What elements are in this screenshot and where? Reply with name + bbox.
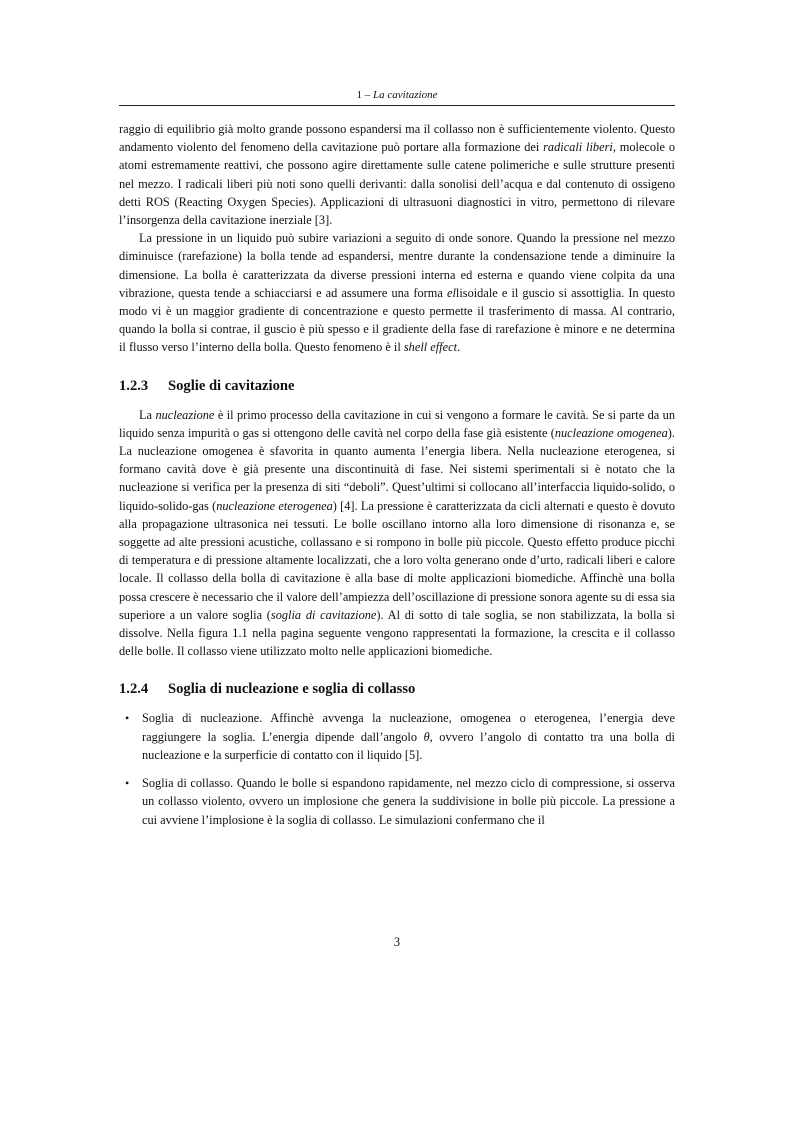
bullet-icon: • (125, 711, 130, 726)
paragraph-nucleazione (119, 406, 675, 661)
emphasis-shell-effect: shell effect (403, 340, 457, 355)
list-item-text (142, 709, 675, 764)
page-body (119, 88, 675, 839)
text-run: La (139, 407, 156, 422)
text-run: Soglia di nucleazione. Affinchè avvenga la nucleazione, omogenea o eterogenea, l’energia deve raggiungere la soglia. L’energia dipende dall’angolo (142, 711, 675, 744)
text-run: , molecole o atomi estremamente reattivi, che possono agire direttamente sulle catene polimeriche e sulle strutture presenti nel mezzo. I radicali liberi più noti sono quelli derivanti: dalla sonolisi dell’acqua e dal contenuto di ossigeno detti ROS (Reacting Oxygen Species). Applicazioni di ultrasuoni diagnostici in vitro, permettono di rilevare l’insorgenza della cavitazione inerziale [3]. (119, 140, 676, 228)
section-number: 1.2.3 (119, 377, 149, 394)
section-heading-soglie-cavitazione (119, 376, 675, 396)
text-run: è il primo processo della cavitazione in cui si vengono a formare le cavità. Se si parte da un liquido senza impurità o gas si ottengono delle cavità nel corpo della fase già esistente ( (119, 407, 675, 440)
emphasis-nucleazione-eterogenea: nucleazione eterogenea (216, 498, 333, 513)
emphasis-soglia-di-cavitazione: soglia di cavitazione (270, 607, 377, 622)
text-run: lisoidale e il guscio si assottiglia. In questo modo vi è un maggior gradiente di concentrazione e questo permette il trasferimento di massa. Al contrario, quando la bolla si contrae, il guscio è più spesso e il gradiente della fase di rarefazione è minore e ne determina il flusso verso l’interno della bolla. Questo fenomeno è il (119, 285, 675, 355)
header-separator: – (362, 89, 374, 101)
header-chapter-title: La cavitazione (373, 89, 438, 101)
emphasis-el: el (447, 285, 456, 300)
text-run: raggio di equilibrio già molto grande possono espandersi ma il collasso non è sufficientemente violento. Questo andamento violento del fenomeno della cavitazione può portare alla formazione dei (119, 122, 675, 155)
emphasis-nucleazione: nucleazione (155, 407, 215, 422)
text-run: . (457, 340, 461, 355)
text-run: ). Al di sotto di tale soglia, se non stabilizzata, la bolla si dissolve. Nella figura 1.1 nella pagina seguente vengono rappresentati la formazione, la crescita e il collasso delle bolle. Il collasso viene utilizzato molto nelle applicazioni biomediche. (119, 607, 675, 659)
symbol-theta: θ (423, 729, 430, 744)
text-run: ). La nucleazione omogenea è sfavorita in quanto aumenta l’energia libera. Nella nucleazione eterogenea, si formano cavità dove è già presente una discontinuità di fase. Nei sistemi sperimentali si è notato che la nucleazione si verifica per la presenza di siti “deboli”. Quest’ultimi si collocano all’interfaccia liquido-solido, o liquido-solido-gas ( (119, 425, 675, 513)
page-number: 3 (393, 935, 401, 949)
text-run: Soglia di collasso. Quando le bolle si espandono rapidamente, nel mezzo ciclo di compressione, si osserva un collasso violento, ovvero un implosione che genera la suddivisione in bolle più piccole. La pressione a cui avviene l’implosione è la soglia di collasso. Le simulazioni confermano che il (142, 776, 675, 827)
header-chapter-number: 1 (356, 89, 363, 101)
section-title: Soglia di nucleazione e soglia di collasso (168, 681, 416, 698)
bullet-list (119, 709, 675, 828)
text-run: ) [4]. La pressione è caratterizzata da cicli alternati e questo è dovuto alla propagazione ultrasonica nei tessuti. Le bolle oscillano intorno alla loro dimensione di risonanza e, se soggette ad alte pressioni acustiche, collassano e si rompono in bolle più piccole. Questo effetto produce picchi di temperatura e di pressione altamente localizzati, che a loro volta generano onde d’urto, radicali liberi e calore locale. Il collasso della bolla di cavitazione è alla base di molte applicazioni biomediche. Affinchè una bolla possa crescere è necessario che il valore dell’ampiezza dell’oscillazione di pressione sonora agente su di essa sia superiore a un valore soglia ( (119, 498, 675, 622)
emphasis-radicali-liberi: radicali liberi (543, 140, 613, 155)
emphasis-nucleazione-omogenea: nucleazione omogenea (554, 425, 668, 440)
text-run: La pressione in un liquido può subire variazioni a seguito di onde sonore. Quando la pressione nel mezzo diminuisce (rarefazione) la bolla tende ad espandersi, mentre durante la condensazione tende a diminuire la dimensione. La bolla è caratterizzata da diverse pressioni interna ed esterna e quando viene colpita da una vibrazione, questa tende a schiacciarsi e ad assumere una forma (119, 231, 675, 300)
running-header (119, 88, 675, 106)
bullet-icon: • (125, 776, 130, 791)
paragraph-shell-effect (119, 229, 675, 356)
section-title: Soglie di cavitazione (168, 377, 295, 394)
section-heading-soglia-nucleazione-collasso (119, 679, 675, 699)
list-item-soglia-collasso (119, 774, 675, 829)
section-number: 1.2.4 (119, 681, 149, 698)
text-run: , ovvero l’angolo di contatto tra una bolla di nucleazione e la surperficie di contatto con il liquido [5]. (142, 729, 675, 762)
list-item-soglia-nucleazione (119, 709, 675, 764)
list-item-text (142, 774, 675, 829)
paragraph-radicali-liberi (119, 120, 675, 229)
